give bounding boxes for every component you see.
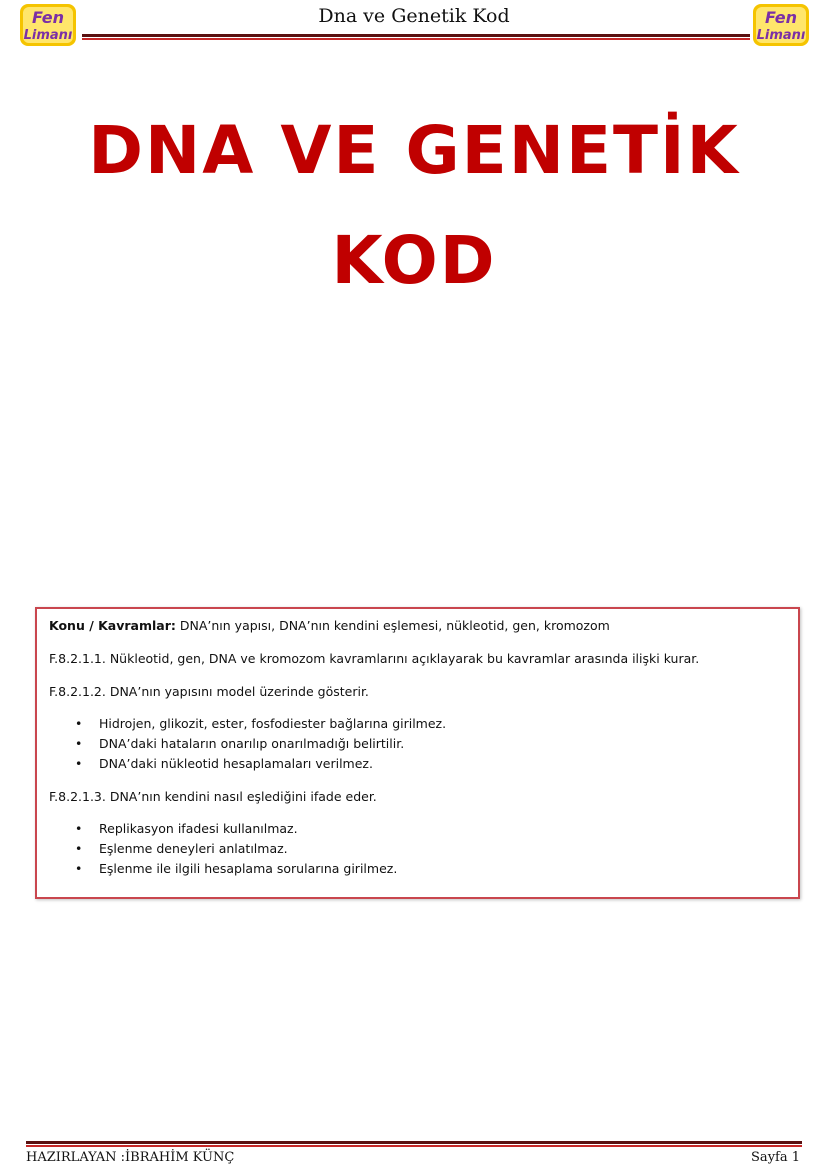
header-rule-red bbox=[82, 38, 750, 40]
list-item bbox=[75, 821, 298, 836]
list-item bbox=[75, 716, 446, 731]
page-number: Sayfa 1 bbox=[751, 1150, 800, 1165]
header-rule-dark bbox=[82, 34, 750, 37]
bullet-text: Eşlenme deneyleri anlatılmaz. bbox=[99, 841, 288, 856]
bullet-icon: • bbox=[75, 716, 83, 731]
bullet-text: Hidrojen, glikozit, ester, fosfodiester bağlarına girilmez. bbox=[99, 716, 447, 731]
bullet-icon: • bbox=[75, 861, 83, 876]
konu-text: DNA’nın yapısı, DNA’nın kendini eşlemesi, nükleotid, gen, kromozom bbox=[175, 618, 610, 633]
logo-text-bottom: Limanı bbox=[756, 28, 806, 43]
bullet-icon: • bbox=[75, 756, 83, 771]
main-title-line-1: DNA VE GENETİK bbox=[88, 112, 740, 189]
fen-limani-logo-right bbox=[751, 2, 811, 48]
objective-f8-2-1-1: F.8.2.1.1. Nükleotid, gen, DNA ve kromozom kavramlarını açıklayarak bu kavramlar arasında ilişki kurar. bbox=[49, 651, 700, 666]
page-header bbox=[0, 0, 828, 50]
header-title: Dna ve Genetik Kod bbox=[318, 5, 510, 27]
bullet-text: Eşlenme ile ilgili hesaplama sorularına girilmez. bbox=[99, 861, 398, 876]
list-item bbox=[75, 736, 404, 751]
bullet-icon: • bbox=[75, 841, 83, 856]
list-item bbox=[75, 841, 288, 856]
bullet-icon: • bbox=[75, 821, 83, 836]
list-item bbox=[75, 756, 373, 771]
list-item bbox=[75, 861, 397, 876]
logo-text-bottom: Limanı bbox=[23, 28, 73, 43]
footer-rule-dark bbox=[26, 1141, 802, 1144]
footer-rule-red bbox=[26, 1145, 802, 1147]
bullet-text: DNA’daki hataların onarılıp onarılmadığı belirtilir. bbox=[99, 736, 405, 751]
bullet-icon: • bbox=[75, 736, 83, 751]
logo-text-top: Fen bbox=[32, 8, 64, 27]
objective-f8-2-1-2: F.8.2.1.2. DNA’nın yapısını model üzerinde gösterir. bbox=[49, 684, 369, 699]
bullet-text: Replikasyon ifadesi kullanılmaz. bbox=[99, 821, 298, 836]
footer-author: HAZIRLAYAN :İBRAHİM KÜNÇ bbox=[26, 1150, 235, 1165]
logo-text-top: Fen bbox=[765, 8, 797, 27]
konu-line bbox=[49, 618, 610, 633]
konu-label: Konu / Kavramlar: bbox=[49, 618, 176, 633]
main-title-line-2: KOD bbox=[331, 222, 497, 299]
bullet-text: DNA’daki nükleotid hesaplamaları verilmez. bbox=[99, 756, 373, 771]
objective-f8-2-1-3: F.8.2.1.3. DNA’nın kendini nasıl eşlediğini ifade eder. bbox=[49, 789, 377, 804]
objectives-box bbox=[35, 607, 800, 899]
